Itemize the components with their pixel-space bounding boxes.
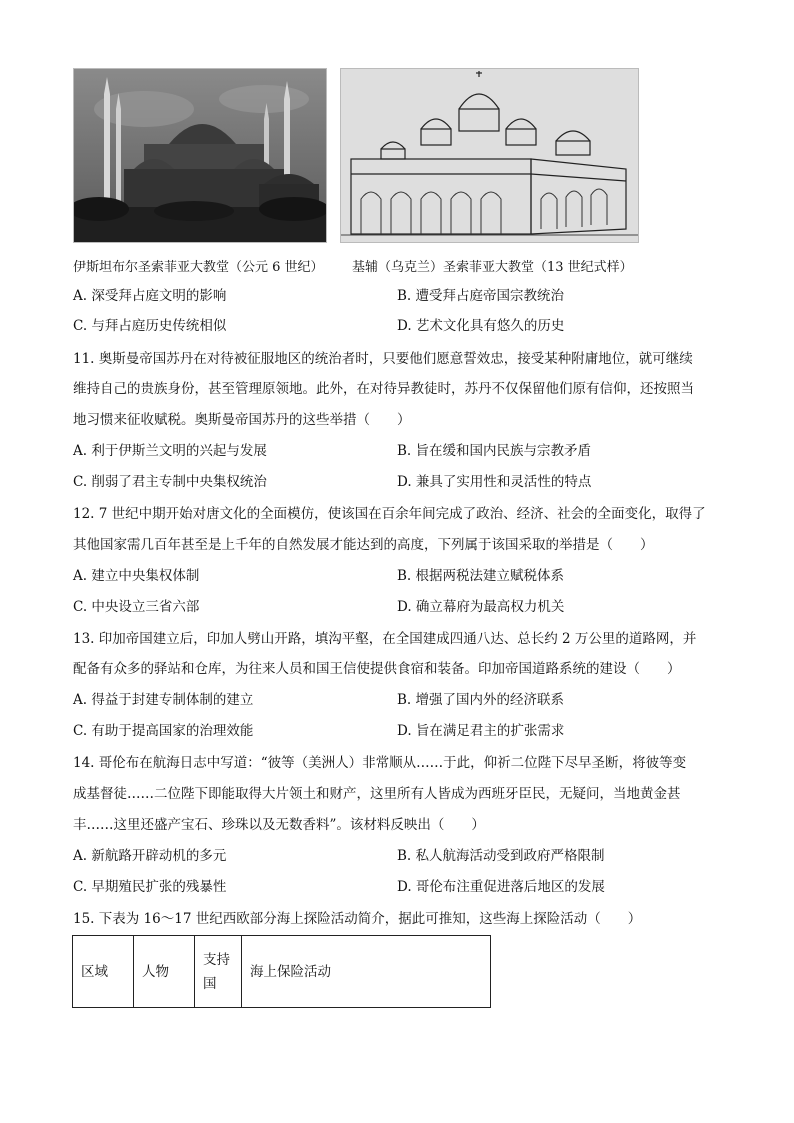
- q12-option-c[interactable]: C. 中央设立三省六部: [73, 599, 200, 615]
- hagia-sophia-photo-drawing: [74, 69, 326, 242]
- q11-option-c[interactable]: C. 削弱了君主专制中央集权统治: [73, 474, 267, 490]
- q12-option-a[interactable]: A. 建立中央集权体制: [73, 568, 200, 584]
- q15-stem-line-1: 15. 下表为 16～17 世纪西欧部分海上探险活动简介，据此可推知，这些海上探险活动（ ）: [73, 911, 642, 927]
- table-header-supporting-country: [195, 936, 242, 1008]
- table-header-activity: 海上保险活动: [242, 936, 491, 1008]
- q13-option-d[interactable]: D. 旨在满足君主的扩张需求: [397, 723, 565, 739]
- table-header-person: 人物: [134, 936, 195, 1008]
- q11-option-b[interactable]: B. 旨在缓和国内民族与宗教矛盾: [397, 443, 592, 459]
- q14-stem-line-2: 成基督徒……二位陛下即能取得大片领土和财产，这里所有人皆成为西班牙臣民，无疑问，当地黄金甚: [73, 786, 681, 802]
- q11-option-d[interactable]: D. 兼具了实用性和灵活性的特点: [397, 474, 592, 490]
- q14-option-d[interactable]: D. 哥伦布注重促进落后地区的发展: [397, 879, 605, 895]
- table-header-row: [73, 936, 491, 1008]
- q14-option-a[interactable]: A. 新航路开辟动机的多元: [73, 848, 227, 864]
- q11-stem-line-2: 维持自己的贵族身份，甚至管理原领地。此外，在对待异教徒时，苏丹不仅保留他们原有信仰，还按照当: [73, 381, 694, 397]
- exploration-table: [72, 935, 491, 1008]
- table-header-supporting-country-line-2: 国: [203, 975, 217, 992]
- q14-option-b[interactable]: B. 私人航海活动受到政府严格限制: [397, 848, 605, 864]
- table-header-region: 区域: [73, 936, 134, 1008]
- q13-option-c[interactable]: C. 有助于提高国家的治理效能: [73, 723, 254, 739]
- st-sophia-kyiv-sketch: [341, 69, 638, 242]
- q13-stem-line-1: 13. 印加帝国建立后，印加人劈山开路，填沟平壑，在全国建成四通八达、总长约 2 万公里的道路网，并: [73, 631, 697, 647]
- caption-right: 基辅（乌克兰）圣索菲亚大教堂（13 世纪式样）: [352, 260, 633, 275]
- q13-option-a[interactable]: A. 得益于封建专制体制的建立: [73, 692, 254, 708]
- q14-stem-line-3: 丰……这里还盛产宝石、珍珠以及无数香料”。该材料反映出（ ）: [73, 817, 485, 833]
- table-header-supporting-country-line-1: 支持: [203, 951, 230, 968]
- q11-option-a[interactable]: A. 利于伊斯兰文明的兴起与发展: [73, 443, 267, 459]
- q12-option-d[interactable]: D. 确立幕府为最高权力机关: [397, 599, 565, 615]
- q10-option-b[interactable]: B. 遭受拜占庭帝国宗教统治: [397, 288, 565, 304]
- st-sophia-kyiv-drawing: [340, 68, 639, 243]
- q12-option-b[interactable]: B. 根据两税法建立赋税体系: [397, 568, 565, 584]
- q12-stem-line-2: 其他国家需几百年甚至是上千年的自然发展才能达到的高度，下列属于该国采取的举措是（ ）: [73, 537, 654, 553]
- q10-option-c[interactable]: C. 与拜占庭历史传统相似: [73, 318, 227, 334]
- q11-stem-line-1: 11. 奥斯曼帝国苏丹在对待被征服地区的统治者时，只要他们愿意誓效忠，接受某种附庸地位，就可继续: [73, 351, 693, 367]
- q10-option-d[interactable]: D. 艺术文化具有悠久的历史: [397, 318, 565, 334]
- q13-stem-line-2: 配备有众多的驿站和仓库，为往来人员和国王信使提供食宿和装备。印加帝国道路系统的建设（ ）: [73, 661, 681, 677]
- q14-option-c[interactable]: C. 早期殖民扩张的残暴性: [73, 879, 227, 895]
- hagia-sophia-istanbul-photo: [73, 68, 327, 243]
- q14-stem-line-1: 14. 哥伦布在航海日志中写道：“彼等（美洲人）非常顺从……于此，仰祈二位陛下尽早圣断，将彼等变: [73, 755, 687, 771]
- q10-option-a[interactable]: A. 深受拜占庭文明的影响: [73, 288, 227, 304]
- q13-option-b[interactable]: B. 增强了国内外的经济联系: [397, 692, 565, 708]
- q12-stem-line-1: 12. 7 世纪中期开始对唐文化的全面模仿，使该国在百余年间完成了政治、经济、社会的全面变化，取得了: [73, 506, 706, 522]
- caption-left: 伊斯坦布尔圣索菲亚大教堂（公元 6 世纪）: [73, 260, 324, 275]
- q11-stem-line-3: 地习惯来征收赋税。奥斯曼帝国苏丹的这些举措（ ）: [73, 412, 411, 428]
